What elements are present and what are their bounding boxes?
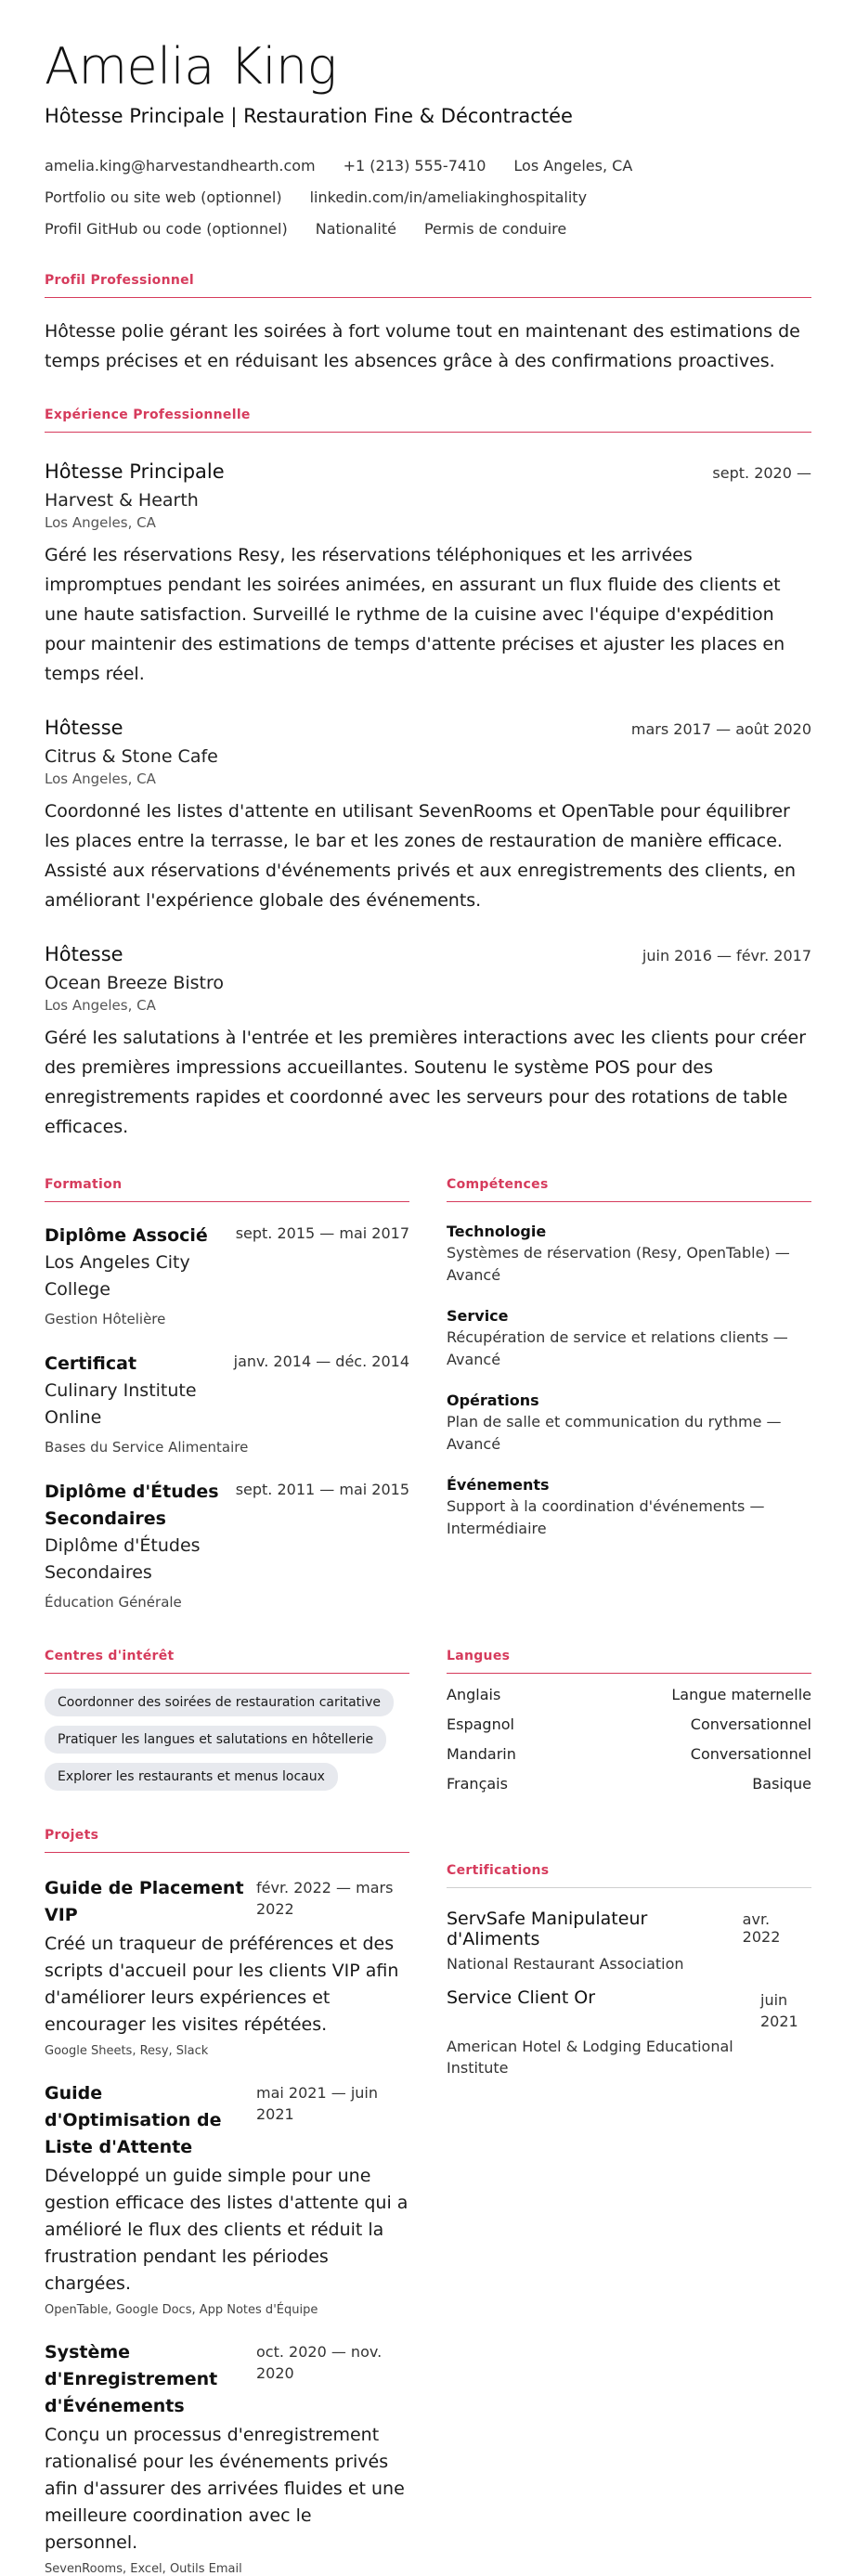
education-school: Diplôme d'Études Secondaires: [45, 1535, 201, 1584]
skill-category: Opérations: [447, 1392, 539, 1410]
job-title: Hôtesse: [45, 943, 123, 966]
certification-name: ServSafe Manipulateur d'Aliments: [447, 1909, 648, 1950]
language-name: Anglais: [447, 1686, 501, 1704]
project-entry: [45, 2339, 409, 2576]
certification-name: Service Client Or: [447, 1987, 596, 2009]
job-title: Hôtesse Principale: [45, 460, 225, 484]
skill-category: Événements: [447, 1476, 550, 1495]
language-row: [447, 1715, 811, 1733]
project-title: Guide de Placement VIP: [45, 1878, 244, 1926]
skill-entry: [447, 1476, 811, 1540]
skill-entry: [447, 1307, 811, 1371]
skill-value: Support à la coordination d'événements — Intermédiaire: [447, 1497, 765, 1538]
project-tags: SevenRooms, Excel, Outils Email: [45, 2562, 242, 2576]
job-company: Harvest & Hearth: [45, 490, 199, 511]
education-field: Bases du Service Alimentaire: [45, 1439, 249, 1456]
project-entry: [45, 1875, 409, 2058]
skill-value: Systèmes de réservation (Resy, OpenTable) — Avancé: [447, 1244, 790, 1285]
job-description: Coordonné les listes d'attente en utilisant SevenRooms et OpenTable pour équilibrer les places entre la terrasse, le bar et les zones de restauration de manière efficace. Assisté aux réservations d'événements privés et aux enregistrements des clients, en améliorant l'expérience globale des événements.: [45, 801, 797, 912]
skill-entry: [447, 1223, 811, 1287]
contact-license: Permis de conduire: [423, 220, 567, 239]
contact-nationality: Nationalité: [315, 220, 396, 239]
summary-text: Hôtesse polie gérant les soirées à fort volume tout en maintenant des estimations de temps précises et en réduisant les absences grâce à des confirmations proactives.: [45, 321, 800, 372]
language-name: Mandarin: [447, 1745, 516, 1764]
section-title: Projets: [45, 1828, 409, 1853]
education-entry: [45, 1351, 409, 1458]
skill-value: Récupération de service et relations clients — Avancé: [447, 1328, 788, 1369]
project-title: Système d'Enregistrement d'Événements: [45, 2342, 218, 2417]
contact-location: Los Angeles, CA: [513, 157, 633, 175]
skill-entry: [447, 1392, 811, 1456]
contact-email[interactable]: amelia.king@harvestandhearth.com: [45, 157, 316, 175]
contact-github[interactable]: Profil GitHub ou code (optionnel): [45, 220, 288, 239]
contact-phone[interactable]: +1 (213) 555-7410: [343, 157, 486, 175]
certification-issuer: American Hotel & Lodging Educational Institute: [447, 2038, 733, 2078]
job-company: Citrus & Stone Cafe: [45, 746, 218, 768]
certification-date: juin 2021: [760, 1991, 798, 2031]
job-description: Géré les salutations à l'entrée et les premières interactions avec les clients pour créer des premières impressions accueillantes. Soutenu le système POS pour des enregistrements rapides et coordonné avec les serveurs pour des rotations de table efficaces.: [45, 1028, 807, 1138]
education-date: janv. 2014 — déc. 2014: [233, 1353, 409, 1371]
job-date: sept. 2020 —: [712, 464, 811, 483]
candidate-name: Amelia King: [45, 37, 337, 96]
interest-chips: [45, 1689, 409, 1800]
section-title: Profil Professionnel: [45, 273, 811, 298]
interest-chip: Explorer les restaurants et menus locaux: [45, 1763, 338, 1791]
education-degree: Diplôme Associé: [45, 1225, 208, 1247]
education-entry: [45, 1479, 409, 1613]
language-row: [447, 1686, 811, 1703]
certification-entry: [447, 1987, 811, 2078]
education-school: Culinary Institute Online: [45, 1380, 197, 1429]
project-description: Conçu un processus d'enregistrement rationalisé pour les événements privés afin d'assurer des arrivées fluides et une meilleure coordination avec le personnel.: [45, 2425, 405, 2554]
project-date: mai 2021 — juin 2021: [256, 2084, 378, 2124]
language-level: Basique: [752, 1775, 811, 1793]
job-location: Los Angeles, CA: [45, 770, 156, 788]
skill-category: Technologie: [447, 1223, 547, 1241]
candidate-headline: Hôtesse Principale | Restauration Fine & Décontractée: [45, 105, 573, 128]
interest-chip: Pratiquer les langues et salutations en hôtellerie: [45, 1726, 386, 1754]
job-entry: [45, 943, 811, 1142]
education-entry: [45, 1223, 409, 1330]
education-field: Gestion Hôtelière: [45, 1311, 166, 1328]
education-degree: Diplôme d'Études Secondaires: [45, 1482, 219, 1530]
job-date: juin 2016 — févr. 2017: [642, 947, 811, 965]
language-row: [447, 1775, 811, 1793]
language-name: Espagnol: [447, 1715, 514, 1734]
contact-linkedin[interactable]: linkedin.com/in/ameliakinghospitality: [309, 188, 588, 207]
education-skills-row: [45, 1177, 811, 1613]
job-company: Ocean Breeze Bistro: [45, 973, 225, 994]
language-level: Langue maternelle: [671, 1686, 811, 1704]
education-date: sept. 2011 — mai 2015: [235, 1481, 409, 1499]
project-title: Guide d'Optimisation de Liste d'Attente: [45, 2083, 222, 2158]
languages-section: [447, 1649, 811, 1800]
education-field: Éducation Générale: [45, 1594, 182, 1612]
resume-header: [45, 39, 811, 238]
job-description: Géré les réservations Resy, les réservations téléphoniques et les arrivées impromptues pendant les soirées animées, en assurant un flux fluide des clients et une haute satisfaction. Surveillé le rythme de la cuisine avec l'équipe d'expédition pour maintenir des estimations de temps d'attente précises et ajuster les places en temps réel.: [45, 545, 785, 685]
project-entry: [45, 2080, 409, 2317]
interests-languages-row: [45, 1649, 811, 1800]
contact-portfolio[interactable]: Portfolio ou site web (optionnel): [45, 188, 282, 207]
education-section: [45, 1177, 409, 1613]
projects-certifications-row: [45, 1828, 811, 2576]
skill-category: Service: [447, 1307, 509, 1326]
section-title: Certifications: [447, 1863, 811, 1888]
summary-section: [45, 273, 811, 376]
interests-section: [45, 1649, 409, 1800]
project-date: oct. 2020 — nov. 2020: [256, 2343, 383, 2383]
language-level: Conversationnel: [690, 1715, 811, 1734]
job-title: Hôtesse: [45, 717, 123, 740]
language-row: [447, 1745, 811, 1763]
certification-issuer: National Restaurant Association: [447, 1955, 684, 1974]
certifications-section: [447, 1828, 811, 2576]
interest-chip: Coordonner des soirées de restauration caritative: [45, 1689, 394, 1716]
project-description: Développé un guide simple pour une gestion efficace des listes d'attente qui a amélioré le flux des clients et réduit la frustration pendant les périodes chargées.: [45, 2166, 409, 2295]
job-entry: [45, 460, 811, 689]
language-level: Conversationnel: [690, 1745, 811, 1764]
job-location: Los Angeles, CA: [45, 514, 156, 532]
job-date: mars 2017 — août 2020: [630, 720, 811, 739]
section-title: Langues: [447, 1649, 811, 1674]
projects-section: [45, 1828, 409, 2576]
language-name: Français: [447, 1775, 508, 1793]
certification-date: avr. 2022: [742, 1910, 781, 1947]
skills-section: [447, 1177, 811, 1613]
education-degree: Certificat: [45, 1353, 137, 1375]
contact-block: [45, 157, 811, 238]
project-tags: Google Sheets, Resy, Slack: [45, 2044, 209, 2059]
job-entry: [45, 717, 811, 915]
section-title: Formation: [45, 1177, 409, 1202]
certification-entry: [447, 1909, 811, 1974]
section-title: Compétences: [447, 1177, 811, 1202]
project-date: févr. 2022 — mars 2022: [256, 1879, 394, 1919]
project-tags: OpenTable, Google Docs, App Notes d'Équipe: [45, 2303, 318, 2318]
experience-section: [45, 408, 811, 1142]
skill-value: Plan de salle et communication du rythme — Avancé: [447, 1413, 782, 1454]
job-location: Los Angeles, CA: [45, 997, 156, 1015]
education-date: sept. 2015 — mai 2017: [235, 1224, 409, 1243]
education-school: Los Angeles City College: [45, 1252, 190, 1301]
project-description: Créé un traqueur de préférences et des scripts d'accueil pour les clients VIP afin d'améliorer leurs expériences et encourager les visites répétées.: [45, 1934, 399, 2036]
section-title: Centres d'intérêt: [45, 1649, 409, 1674]
section-title: Expérience Professionnelle: [45, 408, 811, 433]
